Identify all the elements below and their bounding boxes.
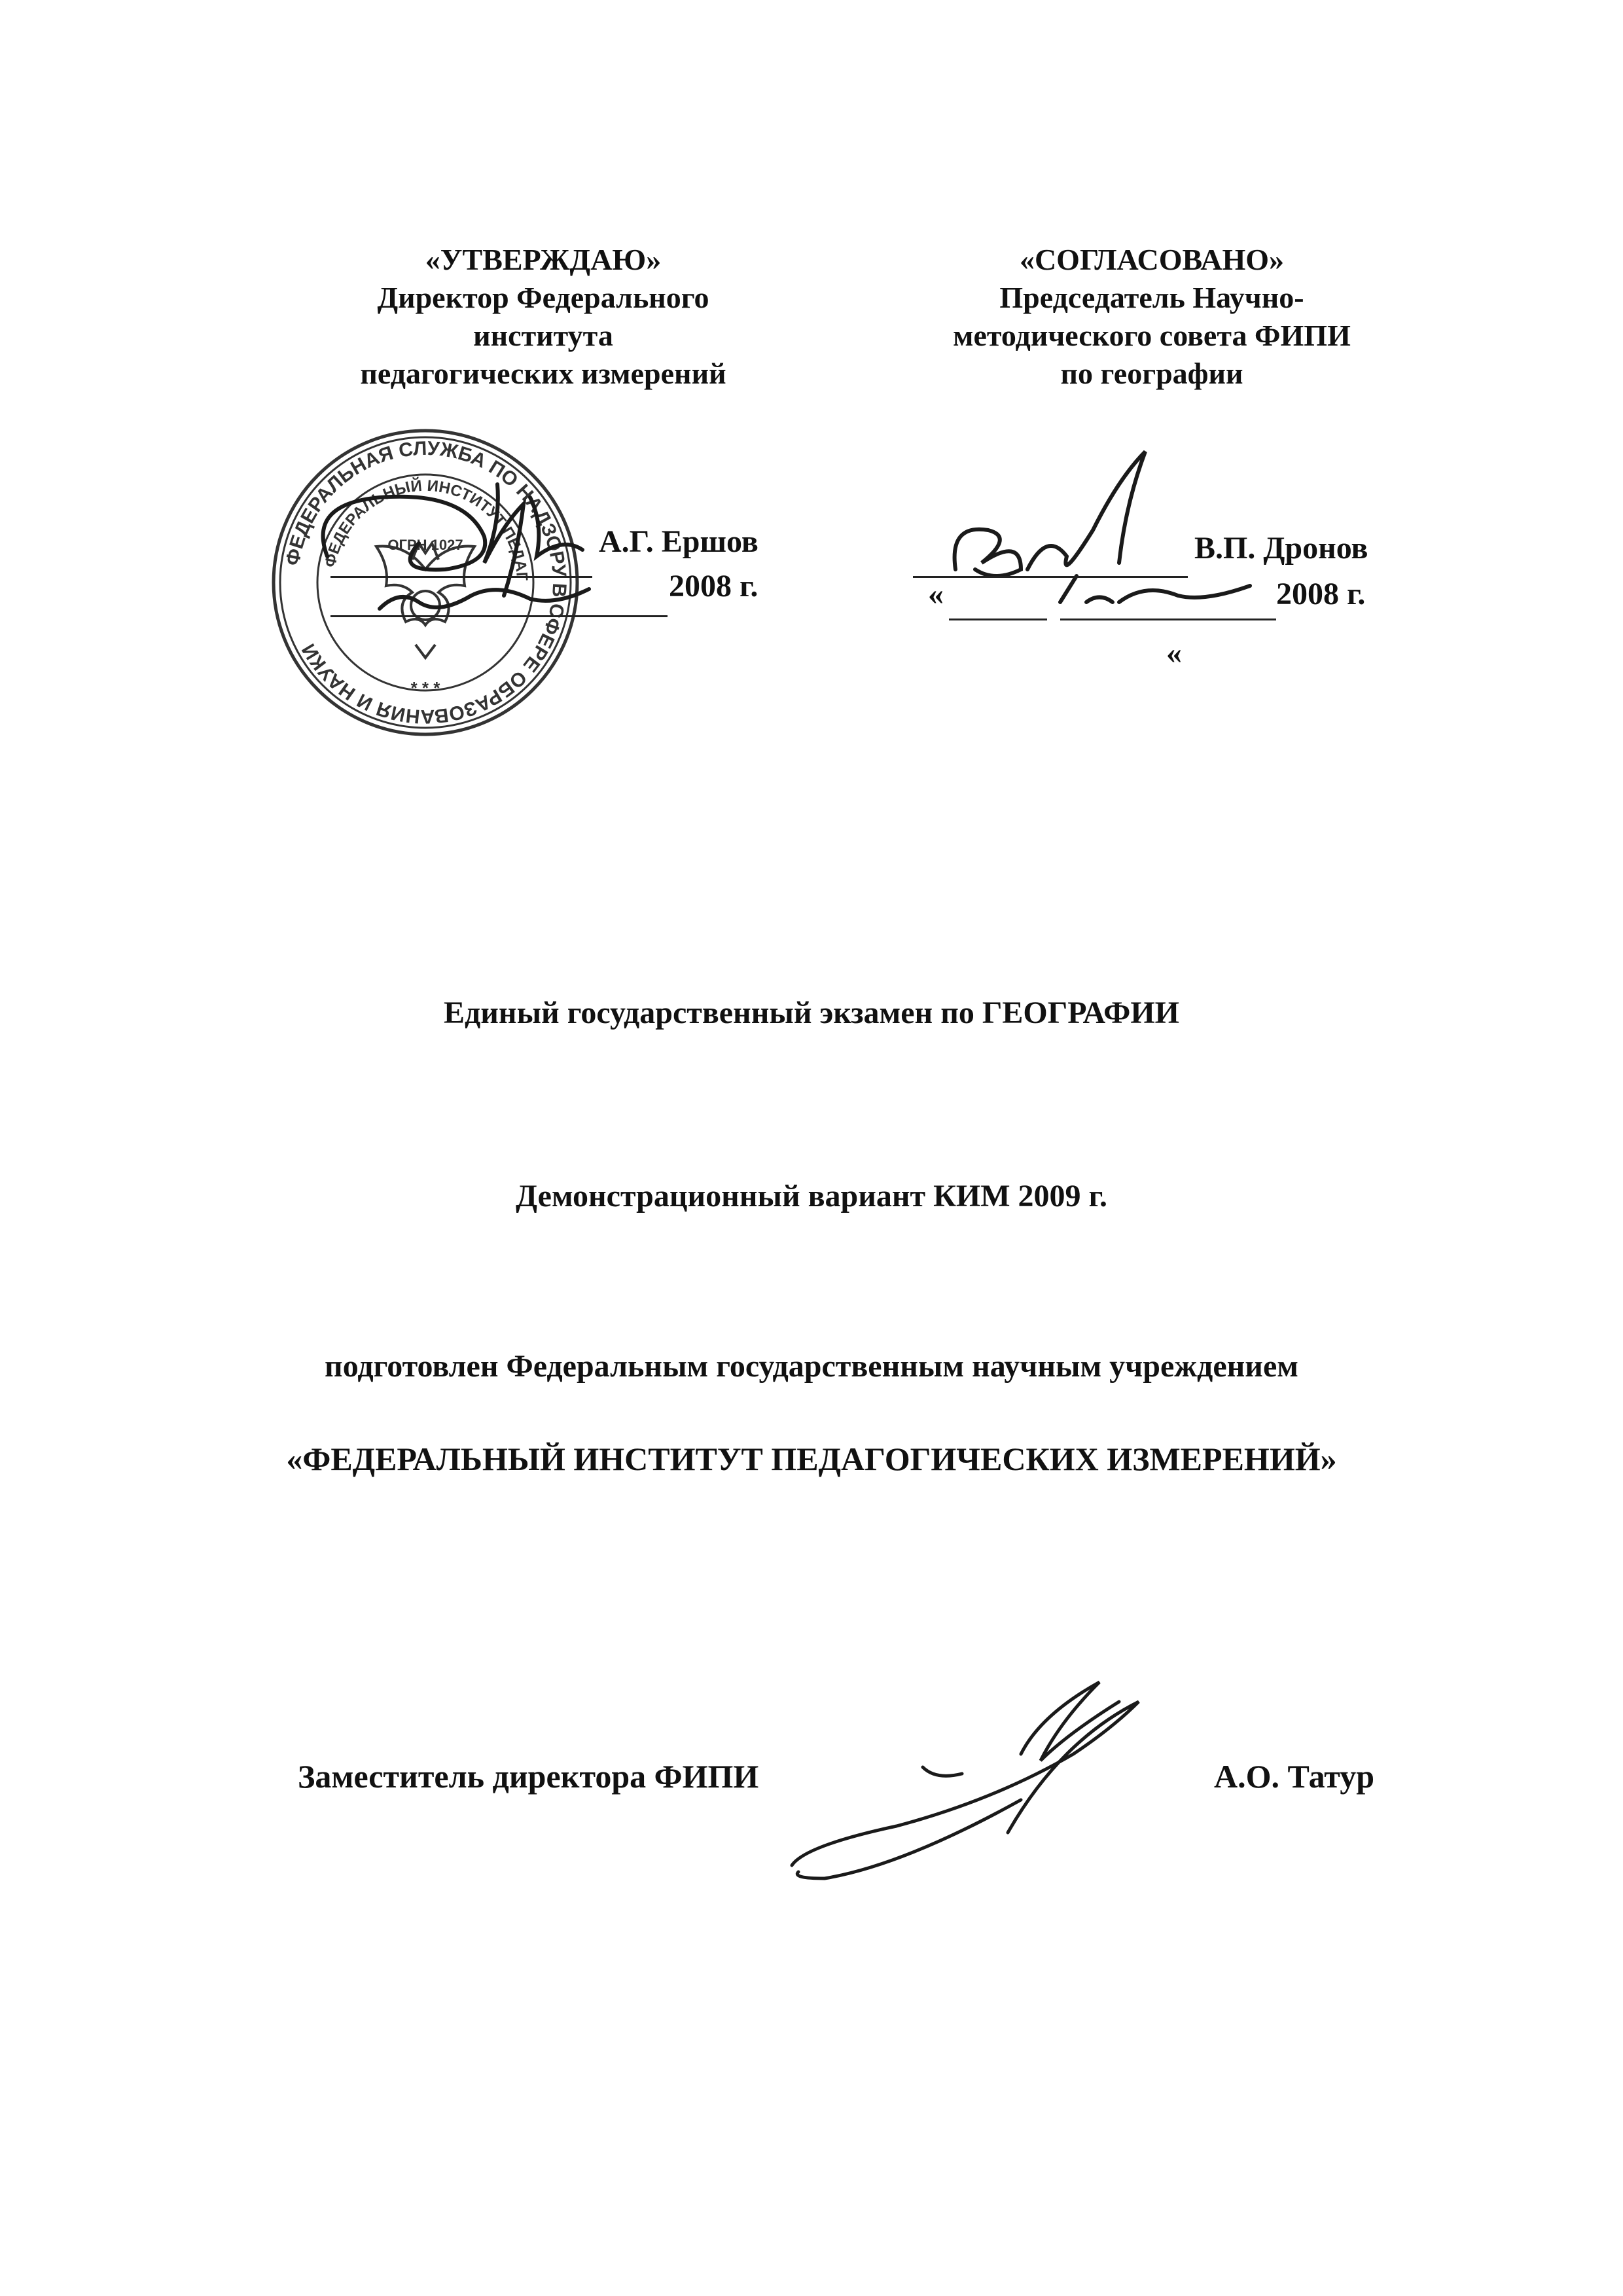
approval-signature-line xyxy=(330,576,592,578)
agreement-line-3: по географии xyxy=(1060,357,1243,390)
agreement-line-1: Председатель Научно- xyxy=(999,281,1304,314)
agreement-date-year: 2008 г. xyxy=(1276,577,1366,611)
approval-block xyxy=(327,241,759,393)
seal-inner-text: ФЕДЕРАЛЬНЫЙ ИНСТИТУТ ПЕДАГОГИЧЕСКИХ xyxy=(255,405,531,581)
approval-name: А.Г. Ершов xyxy=(599,524,758,559)
tatur-signature xyxy=(772,1676,1204,1898)
seal-ogrn: ОГРН 1027 xyxy=(387,537,463,553)
agreement-line-2: методического совета ФИПИ xyxy=(953,319,1351,352)
variant-title: Демонстрационный вариант КИМ 2009 г. xyxy=(516,1179,1107,1213)
deputy-position: Заместитель директора ФИПИ xyxy=(298,1758,759,1795)
agreement-signature-line xyxy=(913,576,1188,578)
prepared-by-line: подготовлен Федеральным государственным научным учреждением xyxy=(325,1349,1298,1384)
agreement-month-line xyxy=(1060,619,1276,620)
seal-stars: * * * xyxy=(410,678,440,698)
agreement-heading: «СОГЛАСОВАНО» xyxy=(1019,243,1285,276)
agreement-date-open: « xyxy=(928,577,944,611)
approval-line-1: Директор Федерального xyxy=(377,281,709,314)
approval-date-line xyxy=(330,615,668,617)
agreement-block xyxy=(890,241,1414,393)
approval-line-2: института xyxy=(473,319,613,352)
agreement-name: В.П. Дронов xyxy=(1194,531,1368,565)
exam-title: Единый государственный экзамен по ГЕОГРАФИИ xyxy=(443,996,1180,1030)
institute-name: «ФЕДЕРАЛЬНЫЙ ИНСТИТУТ ПЕДАГОГИЧЕСКИХ ИЗМЕРЕНИЙ» xyxy=(286,1441,1337,1477)
agreement-day-line xyxy=(949,619,1047,620)
approval-heading: «УТВЕРЖДАЮ» xyxy=(425,243,662,276)
agreement-stray-mark: « xyxy=(1166,636,1182,670)
deputy-name: А.О. Татур xyxy=(1214,1758,1375,1795)
approval-line-3: педагогических измерений xyxy=(360,357,726,390)
approval-date-year: 2008 г. xyxy=(669,569,758,603)
seal-ring-text: ФЕДЕРАЛЬНАЯ СЛУЖБА ПО НАДЗОРУ В СФЕРЕ ОБРАЗОВАНИЯ И НАУКИ xyxy=(281,437,571,728)
